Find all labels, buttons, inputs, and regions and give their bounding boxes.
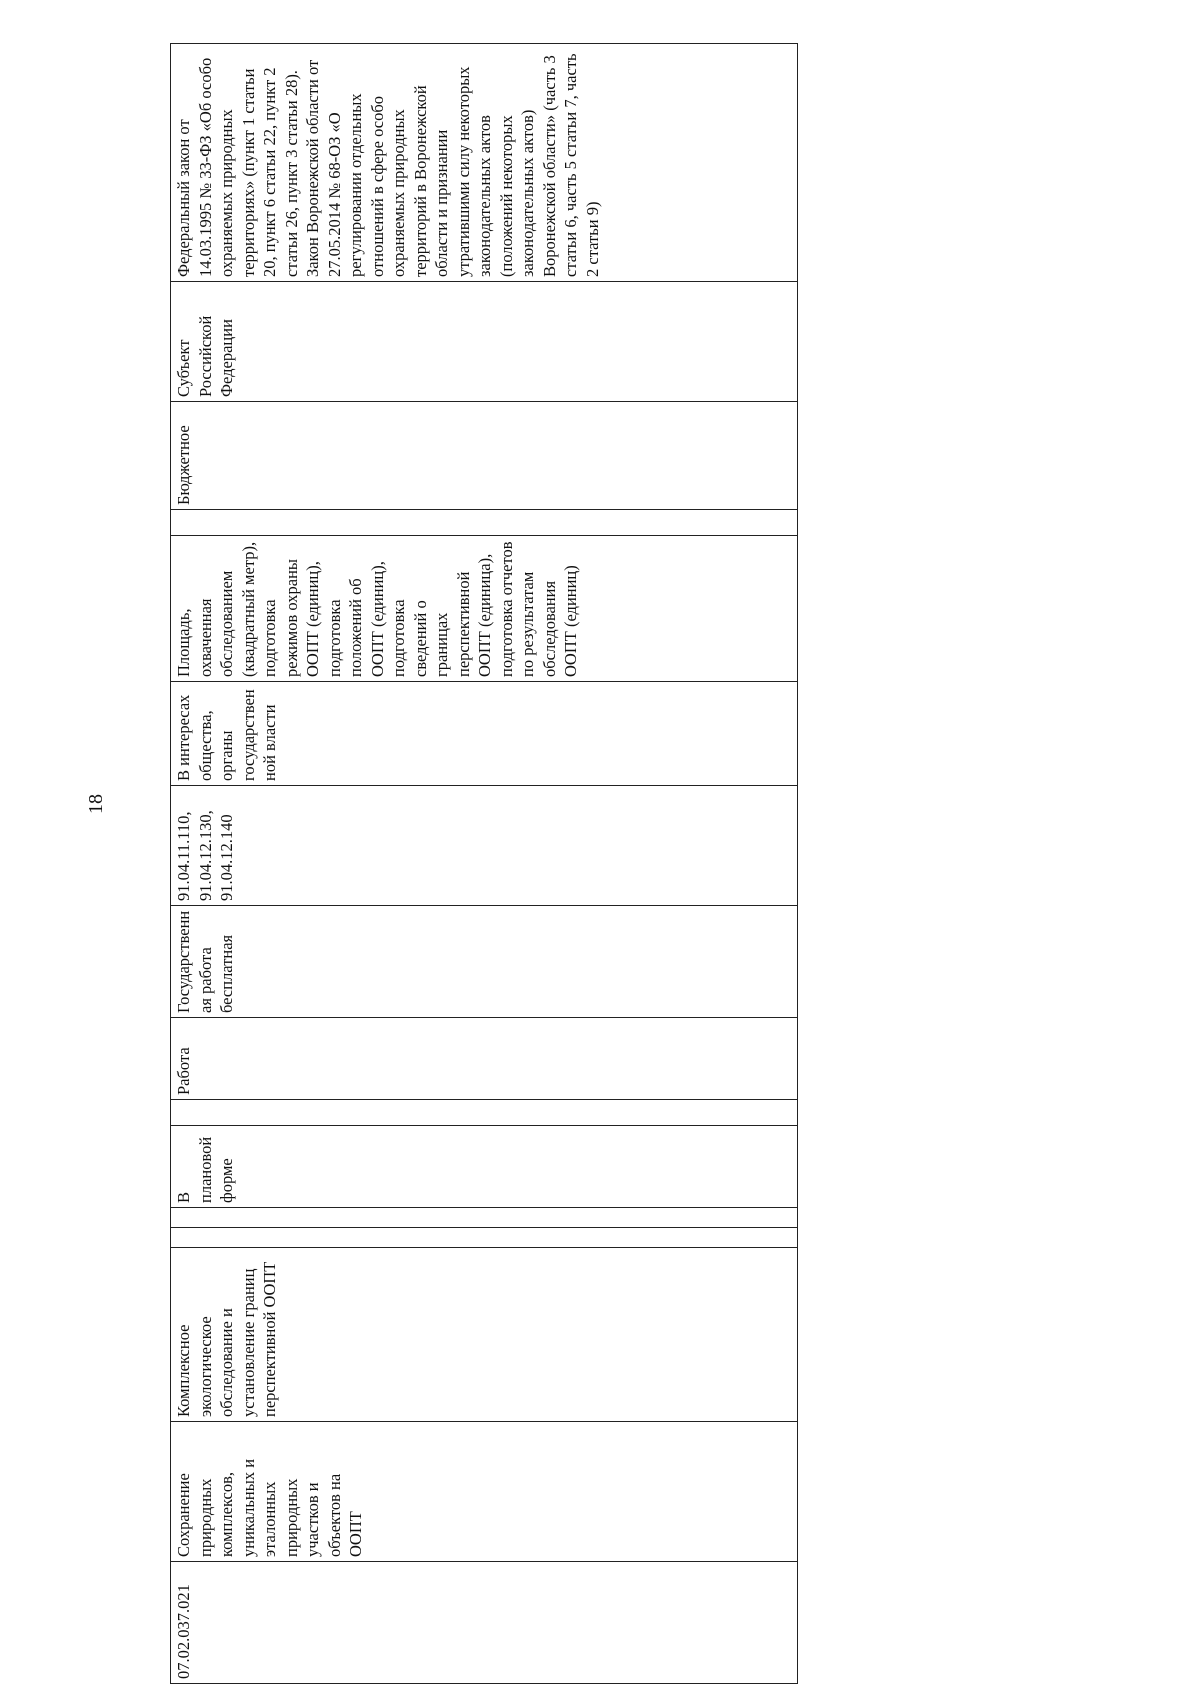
cell-legal-basis: Федеральный закон от 14.03.1995 № 33-ФЗ «Об особо охраняемых природных территориях» (пункт 1 статьи 20, пункт 6 статьи 22, пункт 2 статьи 26, пункт 3 статьи 28). Закон Воронежской области от 27.05.2014 № 68-ОЗ «О регулировании отдельных отношений в сфере особо охраняемых природных территорий в Воронежской области и признании утратившими силу некоторых законодательных актов (положений некоторых законодательных актов) Воронежской области» (часть 3 статьи 6, часть 5 статьи 7, часть 2 статьи 9)	[171, 44, 798, 282]
cell-consumers: В интересах общества, органы государственной власти	[171, 682, 798, 786]
cell-type: Работа	[171, 1018, 798, 1100]
cell-authority: Субъект Российской Федерации	[171, 282, 798, 402]
cell-content: Комплексное экологическое обследование и установление границ перспективной ООПТ	[171, 1248, 798, 1422]
cell-empty-1	[171, 1228, 798, 1248]
cell-indicators: Площадь, охваченная обследованием (квадратный метр), подготовка режимов охраны ООПТ (единиц), подготовка положений об ООПТ (единиц), подготовка сведений о границах перспективной ООПТ (единица), подготовка отчетов по результатам обследования ООПТ (единиц)	[171, 536, 798, 682]
registry-table-rotated	[170, 44, 798, 1684]
cell-service-name: Сохранение природных комплексов, уникальных и эталонных природных участков и объектов на ООПТ	[171, 1422, 798, 1562]
table-row	[171, 44, 798, 1684]
page-number: 18	[85, 794, 107, 814]
cell-code: 07.02.037.021	[171, 1562, 798, 1684]
cell-payment: Государственная работа бесплатная	[171, 906, 798, 1018]
cell-form: В плановой форме	[171, 1126, 798, 1208]
cell-institution-type: Бюджетное	[171, 402, 798, 510]
cell-empty-3	[171, 1100, 798, 1126]
registry-table	[170, 43, 798, 1684]
cell-empty-2	[171, 1208, 798, 1228]
cell-empty-4	[171, 510, 798, 536]
cell-okved: 91.04.11.110, 91.04.12.130, 91.04.12.140	[171, 786, 798, 906]
